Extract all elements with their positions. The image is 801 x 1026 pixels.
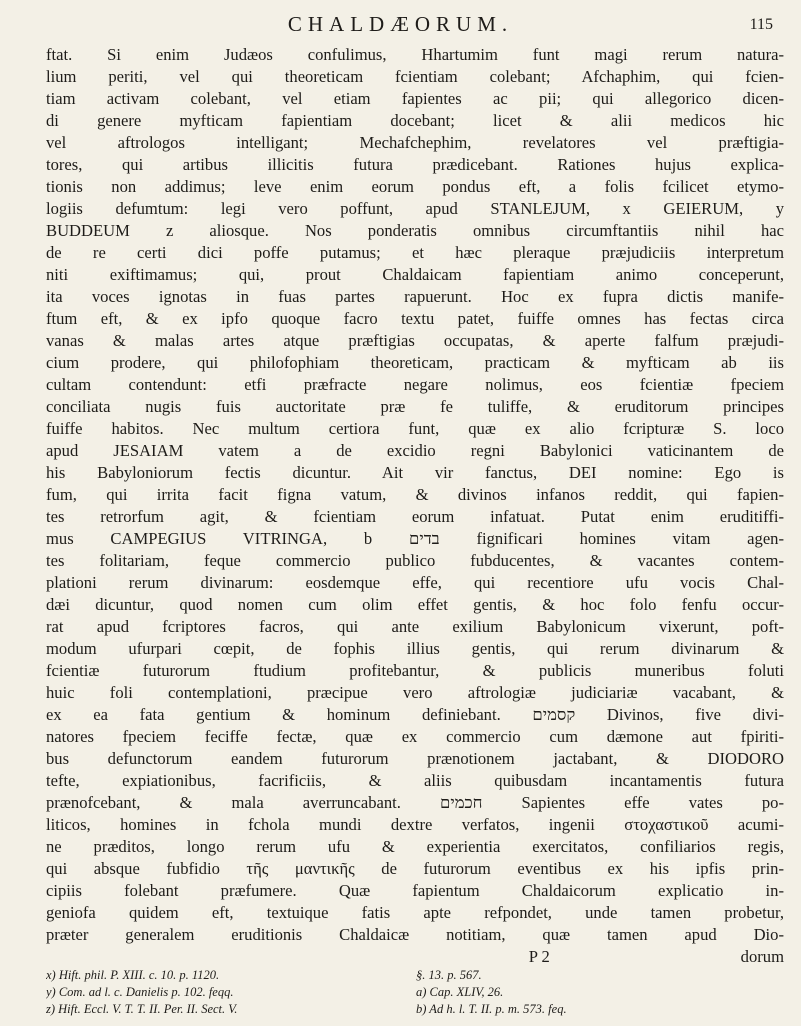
text-line: qui absque fubfidio τῆς μαντικῆς de futurorum eventibus ex his ipfis prin-: [46, 859, 784, 878]
text-line: conciliata nugis fuis auctoritate præ fe tuliffe, & eruditorum principes: [46, 397, 784, 416]
footnotes-right-column: [416, 967, 784, 1018]
footnote: z) Hift. Eccl. V. T. T. II. Per. II. Sect. V.: [46, 1002, 238, 1016]
running-head: CHALDÆORUM.: [287, 12, 514, 36]
text-line: lium periti, vel qui theoreticam fcientiam colebant; Afchaphim, qui fcien-: [46, 67, 784, 86]
text-line: vanas & malas artes atque præftigias occupatas, & aperte falfum præjudi-: [46, 331, 784, 350]
footnote: §. 13. p. 567.: [416, 968, 482, 982]
text-line: natores fpeciem feciffe fectæ, quæ ex commercio cum dæmone aut fpiriti-: [46, 727, 784, 746]
text-line: apud JESAIAM vatem a de excidio regni Babylonici vaticinantem de: [46, 441, 784, 460]
text-line: fcientiæ futurorum ftudium profitebantur, & publicis muneribus foluti: [46, 661, 784, 680]
text-line: ne præditos, longo rerum ufu & experientia exercitatos, confiliarios regis,: [46, 837, 784, 856]
text-line: cipiis folebant præfumere. Quæ fapientum Chaldaicorum explicatio in-: [46, 881, 784, 900]
text-line: præter generalem eruditionis Chaldaicæ notitiam, quæ tamen apud Dio-: [46, 925, 784, 944]
footnote: x) Hift. phil. P. XIII. c. 10. p. 1120.: [46, 968, 220, 982]
text-line: ftum eft, & ex ipfo quoque facro textu patet, fuiffe omnes has fectas circa: [46, 309, 784, 328]
text-line: ex ea fata gentium & hominum definiebant. קסמים Divinos, five divi-: [46, 705, 784, 724]
text-line: ftat. Si enim Judæos confulimus, Hhartumim funt magi rerum natura-: [46, 45, 784, 64]
text-line: huic foli contemplationi, præcipue vero aftrologiæ judiciariæ vacabant, &: [46, 683, 784, 702]
body-text: [46, 44, 784, 968]
text-line: modum ufurpari cœpit, de fophis illius gentis, qui rerum divinarum &: [46, 639, 784, 658]
footnotes: [46, 967, 784, 1018]
text-line: rat apud fcriptores facros, qui ante exilium Babylonicum vixerunt, poft-: [46, 617, 784, 636]
footnote: b) Ad h. l. T. II. p. m. 573. feq.: [416, 1002, 567, 1016]
text-line: logiis defumtum: legi vero poffunt, apud STANLEJUM, x GEIERUM, y: [46, 199, 784, 218]
text-line: de re certi dici poffe putamus; et hæc pleraque præjudiciis interpretum: [46, 243, 784, 262]
text-line: ita voces ignotas in fuas partes rapuerunt. Hoc ex fupra dictis manife-: [46, 287, 784, 306]
text-line: tes retrorfum agit, & fcientiam eorum infatuat. Putat enim eruditiffi-: [46, 507, 784, 526]
text-line: bus defunctorum eandem futurorum prænotionem jactabant, & DIODORO: [46, 749, 784, 768]
text-line: tefte, expiationibus, facrificiis, & aliis quibusdam incantamentis futura: [46, 771, 784, 790]
text-line: cium prodere, qui philofophiam theoreticam, practicam & myfticam ab iis: [46, 353, 784, 372]
text-line: his Babyloniorum fectis dicuntur. Ait vir fanctus, DEI nomine: Ego is: [46, 463, 784, 482]
text-line: di genere myfticam fapientiam docebant; licet & alii medicos hic: [46, 111, 784, 130]
page-header: [0, 12, 801, 38]
text-line: tores, qui artibus illicitis futura prædicebant. Rationes hujus explica-: [46, 155, 784, 174]
text-line: fuiffe habitos. Nec multum certiora funt, quæ ex alio fcripturæ S. loco: [46, 419, 784, 438]
text-line: prænofcebant, & mala averruncabant. חכמים Sapientes effe vates po-: [46, 793, 784, 812]
text-line: geniofa quidem eft, textuique fatis apte refpondet, unde tamen probetur,: [46, 903, 784, 922]
text-line: tes folitariam, feque commercio publico fubducentes, & vacantes contem-: [46, 551, 784, 570]
text-line: tionis non addimus; leve enim eorum pondus eft, a folis fcilicet etymo-: [46, 177, 784, 196]
text-line: dæi dicuntur, quod nomen cum olim effet gentis, & hoc folo fenfu occur-: [46, 595, 784, 614]
page-number: 115: [749, 16, 773, 33]
text-line: niti exiftimamus; qui, prout Chaldaicam fapientiam animo conceperunt,: [46, 265, 784, 284]
text-line: cultam contendunt: etfi præfracte negare nolimus, eos fcientiæ fpeciem: [46, 375, 784, 394]
text-line: vel aftrologos intelligant; Mechafchephim, revelatores vel præftigia-: [46, 133, 784, 152]
text-line: plationi rerum divinarum: eosdemque effe, qui recentiore ufu vocis Chal-: [46, 573, 784, 592]
text-line: mus CAMPEGIUS VITRINGA, b בדים fignificari homines vitam agen-: [46, 529, 784, 548]
text-line: liticos, homines in fchola mundi dextre verfatos, ingenii στοχαστικοῦ acumi-: [46, 815, 784, 834]
text-line: fum, qui irrita facit figna vatum, & divinos infanos reddit, qui fapien-: [46, 485, 784, 504]
text-line: tiam activam colebant, vel etiam fapientes ac pii; qui allegorico dicen-: [46, 89, 784, 108]
footnotes-left-column: [46, 967, 414, 1018]
footnote: a) Cap. XLIV, 26.: [416, 985, 504, 999]
footnote: y) Com. ad l. c. Danielis p. 102. feqq.: [46, 985, 234, 999]
text-line: BUDDEUM z aliosque. Nos ponderatis omnibus circumftantiis nihil hac: [46, 221, 784, 240]
signature-catchword-line: P 2 dorum: [528, 947, 784, 966]
